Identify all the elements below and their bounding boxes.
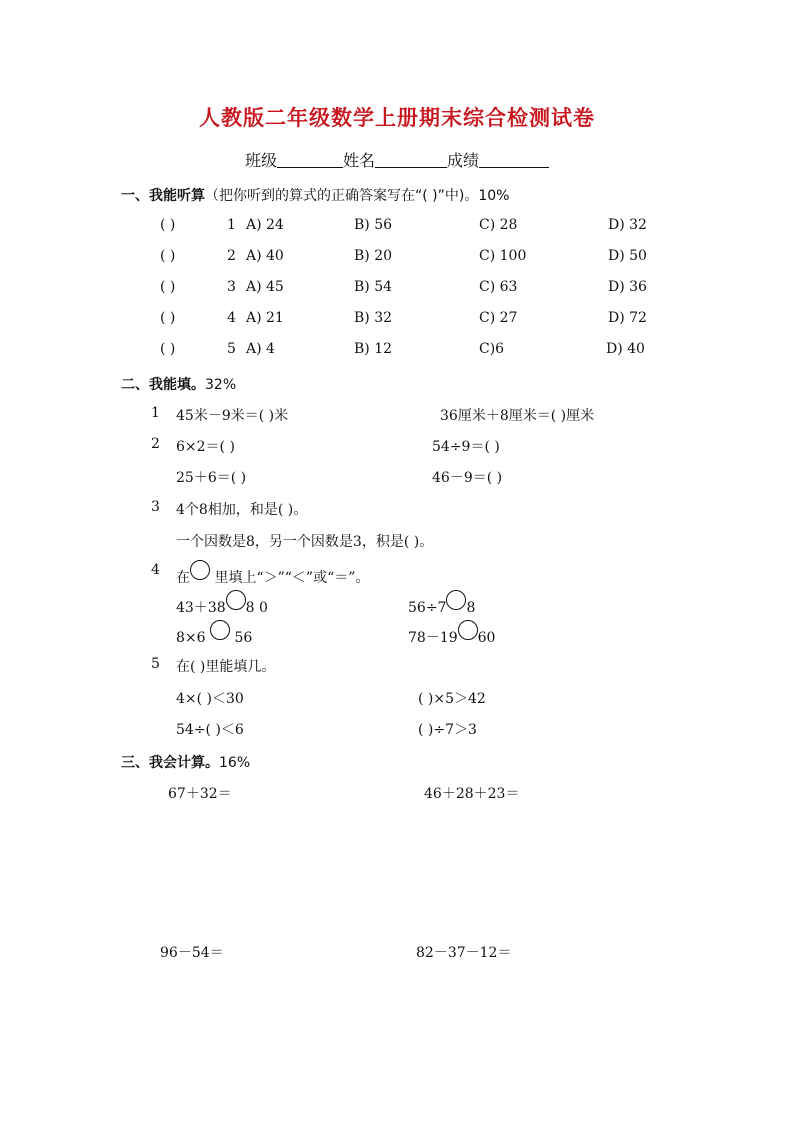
section1-heading: 一、我能听算（把你听到的算式的正确答案写在“( )”中)。10% [121,188,510,204]
circle-icon [190,560,210,580]
option-d: D) 72 [608,310,647,326]
option-d: D) 40 [606,341,645,357]
question-number: 1 [227,217,236,233]
compare-circle[interactable] [210,620,230,640]
q1-left: 45米－9米＝( )米 [176,408,289,424]
q5-b: ( )×5＞42 [418,691,486,707]
q1-right: 36厘米＋8厘米＝( )厘米 [440,408,595,424]
section3-heading: 三、我会计算。16% [121,755,251,771]
option-c: C)6 [479,341,505,357]
score-blank[interactable] [479,151,549,168]
option-d: D) 36 [608,279,647,295]
q4-a: 43＋38 8 0 [176,590,268,617]
option-c: C) 28 [479,217,518,233]
student-info-line [0,148,794,171]
option-b: B) 32 [354,310,393,326]
option-c: C) 27 [479,310,518,326]
answer-paren[interactable]: ( ) [160,217,176,233]
q4-instruction: 在 里填上“＞”“＜”或“＝”。 [176,560,369,587]
calc-problem-1: 67＋32＝ [168,786,232,802]
option-b: B) 20 [354,248,393,264]
option-a: A) 4 [246,341,275,357]
q3-b: 一个因数是8，另一个因数是3，积是( )。 [176,534,434,550]
option-c: C) 100 [479,248,527,264]
question-number: 5 [227,341,236,357]
q4-d: 78－19 60 [408,620,495,647]
q2-b: 54÷9＝( ) [432,439,500,455]
q4-b: 56÷7 8 [408,590,475,616]
calc-problem-3: 96－54＝ [160,945,224,961]
section2-heading: 二、我能填。32% [121,377,237,393]
q3-number: 3 [151,499,160,515]
q2-d: 46－9＝( ) [432,470,503,486]
option-c: C) 63 [479,279,518,295]
question-number: 4 [227,310,236,326]
calc-problem-4: 82－37－12＝ [416,945,512,961]
q2-c: 25＋6＝( ) [176,470,247,486]
option-a: A) 45 [246,279,284,295]
q5-c: 54÷( )＜6 [176,722,244,738]
option-d: D) 32 [608,217,647,233]
answer-paren[interactable]: ( ) [160,248,176,264]
compare-circle[interactable] [458,620,478,640]
question-number: 2 [227,248,236,264]
q4-c: 8×6 56 [176,620,252,646]
q3-a: 4个8相加，和是( )。 [176,502,308,518]
name-blank[interactable] [375,151,447,168]
option-a: A) 40 [246,248,284,264]
option-b: B) 54 [354,279,393,295]
score-label: 成绩 [447,151,480,170]
q5-text: 在( )里能填几。 [176,659,276,675]
question-number: 3 [227,279,236,295]
compare-circle[interactable] [446,590,466,610]
class-blank[interactable] [277,151,343,168]
q5-d: ( )÷7＞3 [418,722,477,738]
q2-number: 2 [151,436,160,452]
q4-number: 4 [151,562,160,578]
q5-number: 5 [151,656,160,672]
answer-paren[interactable]: ( ) [160,279,176,295]
option-a: A) 24 [246,217,284,233]
page-title: 人教版二年级数学上册期末综合检测试卷 [199,106,595,130]
answer-paren[interactable]: ( ) [160,341,176,357]
q1-number: 1 [151,405,160,421]
name-label: 姓名 [342,151,375,170]
q5-a: 4×( )＜30 [176,691,244,707]
option-b: B) 12 [354,341,393,357]
class-label: 班级 [244,151,277,170]
option-d: D) 50 [608,248,647,264]
compare-circle[interactable] [226,590,246,610]
option-a: A) 21 [246,310,284,326]
q2-a: 6×2＝( ) [176,439,235,455]
answer-paren[interactable]: ( ) [160,310,176,326]
calc-problem-2: 46＋28＋23＝ [424,786,520,802]
option-b: B) 56 [354,217,393,233]
